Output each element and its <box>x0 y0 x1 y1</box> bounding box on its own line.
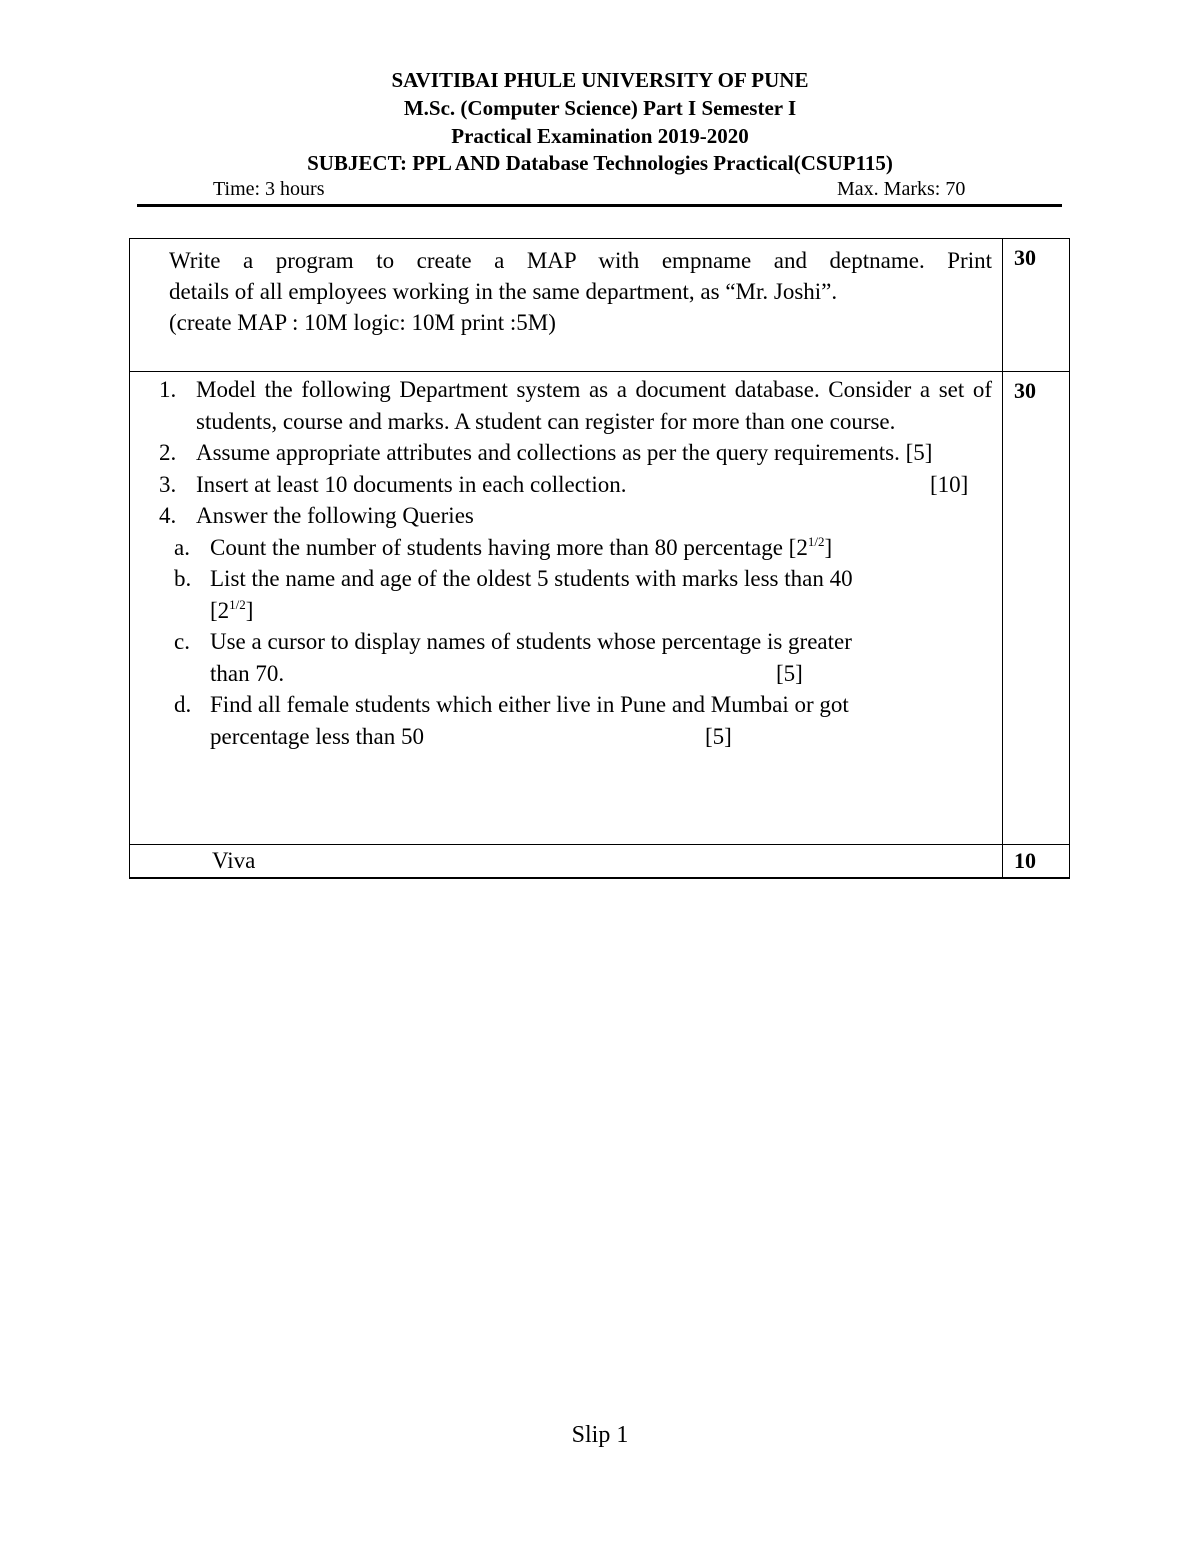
list-item: 1. Model the following Department system as a document database. Consider a set of students, course and marks. A student can register for more than one course. <box>159 377 992 434</box>
slip-number: Slip 1 <box>571 1422 629 1448</box>
question-1-line-3: (create MAP : 10M logic: 10M print :5M) <box>169 310 556 335</box>
max-marks-label: Max. Marks: 70 <box>837 178 966 200</box>
list-item: d. Find all female students which either live in Pune and Mumbai or got percentage less than 50 [5] <box>174 692 849 749</box>
viva-row <box>130 845 1070 879</box>
question-row-2 <box>130 372 1070 845</box>
question-2-marks: 30 <box>1003 372 1070 845</box>
viva-label: Viva <box>212 848 256 873</box>
list-item: c. Use a cursor to display names of students whose percentage is greater than 70. [5] <box>174 629 852 686</box>
list-item: 4. Answer the following Queries <box>159 503 474 528</box>
subject-title: SUBJECT: PPL AND Database Technologies Practical(CSUP115) <box>307 151 893 175</box>
course-title: M.Sc. (Computer Science) Part I Semester I <box>403 96 797 120</box>
time-label: Time: 3 hours <box>213 178 325 200</box>
list-item: 2. Assume appropriate attributes and collections as per the query requirements. [5] <box>159 440 933 465</box>
header-divider <box>137 204 1062 207</box>
university-title: SAVITIBAI PHULE UNIVERSITY OF PUNE <box>391 68 809 92</box>
viva-marks: 10 <box>1003 845 1070 879</box>
question-2-cell <box>130 372 1003 845</box>
question-1-cell <box>130 239 1003 372</box>
viva-cell <box>130 845 1003 879</box>
question-1-line-2: details of all employees working in the same department, as “Mr. Joshi”. <box>169 279 838 304</box>
question-1-marks: 30 <box>1003 239 1070 372</box>
question-table <box>129 238 1070 879</box>
question-row-1 <box>130 239 1070 372</box>
list-item: b. List the name and age of the oldest 5 students with marks less than 40 $[2^{1/2}]$ <box>174 566 853 623</box>
question-1-line-1: Write a program to create a MAP with empname and deptname. Print <box>169 248 992 273</box>
list-item: 3. Insert at least 10 documents in each collection. [10] <box>159 471 969 497</box>
list-item: a. Count the number of students having more than 80 percentage $[2^{1/2}]$ <box>174 533 833 560</box>
exam-title: Practical Examination 2019-2020 <box>451 124 749 148</box>
